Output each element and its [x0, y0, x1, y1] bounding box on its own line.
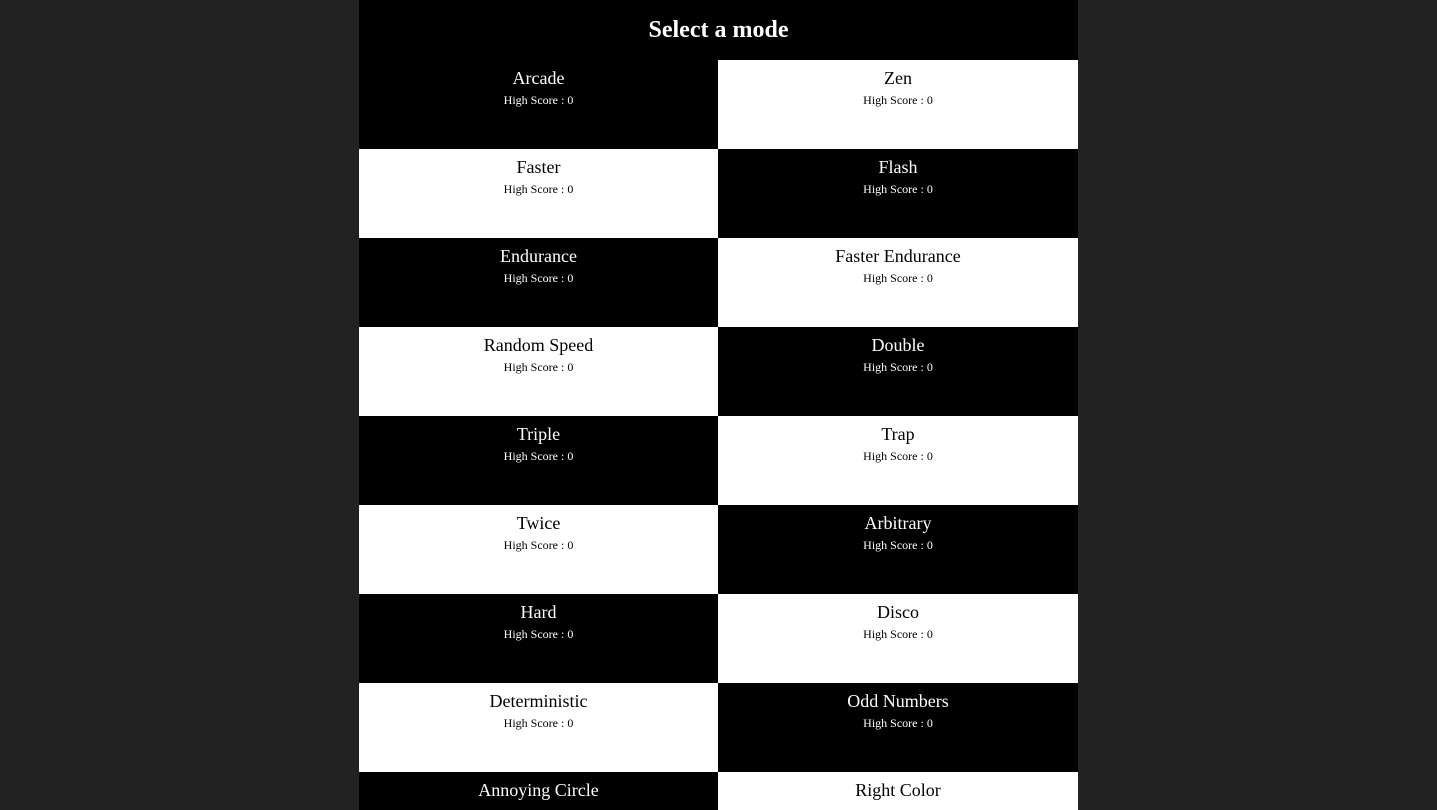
mode-select-panel	[359, 0, 1078, 810]
mode-name: Double	[871, 335, 925, 355]
mode-high-score: High Score : 0	[503, 182, 574, 196]
mode-high-score: High Score : 0	[863, 93, 933, 107]
mode-tile-endurance[interactable]	[359, 238, 718, 327]
mode-name: Triple	[516, 424, 561, 444]
mode-high-score: High Score : 0	[503, 627, 574, 641]
mode-high-score: High Score : 0	[503, 360, 574, 374]
mode-tile-right-color[interactable]	[718, 772, 1078, 810]
mode-tile-arcade[interactable]	[359, 60, 718, 149]
mode-high-score: High Score : 0	[503, 93, 574, 107]
mode-tile-hard[interactable]	[359, 594, 718, 683]
mode-tile-zen[interactable]	[718, 60, 1078, 149]
mode-name: Twice	[516, 513, 561, 533]
mode-name: Annoying Circle	[478, 780, 599, 800]
mode-high-score: High Score : 0	[503, 449, 574, 463]
mode-tile-disco[interactable]	[718, 594, 1078, 683]
mode-name: Flash	[878, 157, 918, 177]
mode-tile-faster-endurance[interactable]	[718, 238, 1078, 327]
mode-high-score: High Score : 0	[503, 538, 574, 552]
mode-name: Right Color	[855, 780, 941, 800]
mode-high-score: High Score : 0	[863, 182, 933, 196]
mode-tile-trap[interactable]	[718, 416, 1078, 505]
mode-high-score: High Score : 0	[503, 271, 574, 285]
mode-high-score: High Score : 0	[503, 716, 574, 730]
mode-high-score: High Score : 0	[863, 271, 933, 285]
mode-name: Arcade	[512, 68, 565, 88]
mode-name: Faster Endurance	[835, 246, 961, 266]
mode-grid	[359, 60, 1078, 810]
mode-tile-annoying-circle[interactable]	[359, 772, 718, 810]
mode-high-score: High Score : 0	[863, 538, 933, 552]
mode-high-score: High Score : 0	[863, 716, 933, 730]
mode-tile-arbitrary[interactable]	[718, 505, 1078, 594]
mode-tile-faster[interactable]	[359, 149, 718, 238]
mode-high-score: High Score : 0	[863, 449, 933, 463]
mode-tile-flash[interactable]	[718, 149, 1078, 238]
mode-tile-triple[interactable]	[359, 416, 718, 505]
mode-tile-deterministic[interactable]	[359, 683, 718, 772]
mode-name: Faster	[516, 157, 561, 177]
mode-name: Zen	[884, 68, 912, 88]
page-title: Select a mode	[648, 17, 789, 43]
mode-name: Hard	[520, 602, 557, 622]
mode-name: Disco	[877, 602, 919, 622]
mode-tile-odd-numbers[interactable]	[718, 683, 1078, 772]
mode-tile-twice[interactable]	[359, 505, 718, 594]
mode-name: Deterministic	[489, 691, 588, 711]
mode-name: Endurance	[500, 246, 577, 266]
mode-name: Odd Numbers	[847, 691, 949, 711]
mode-tile-random-speed[interactable]	[359, 327, 718, 416]
mode-high-score: High Score : 0	[863, 627, 933, 641]
mode-tile-double[interactable]	[718, 327, 1078, 416]
mode-name: Arbitrary	[864, 513, 932, 533]
mode-high-score: High Score : 0	[863, 360, 933, 374]
mode-name: Trap	[881, 424, 915, 444]
mode-name: Random Speed	[483, 335, 594, 355]
